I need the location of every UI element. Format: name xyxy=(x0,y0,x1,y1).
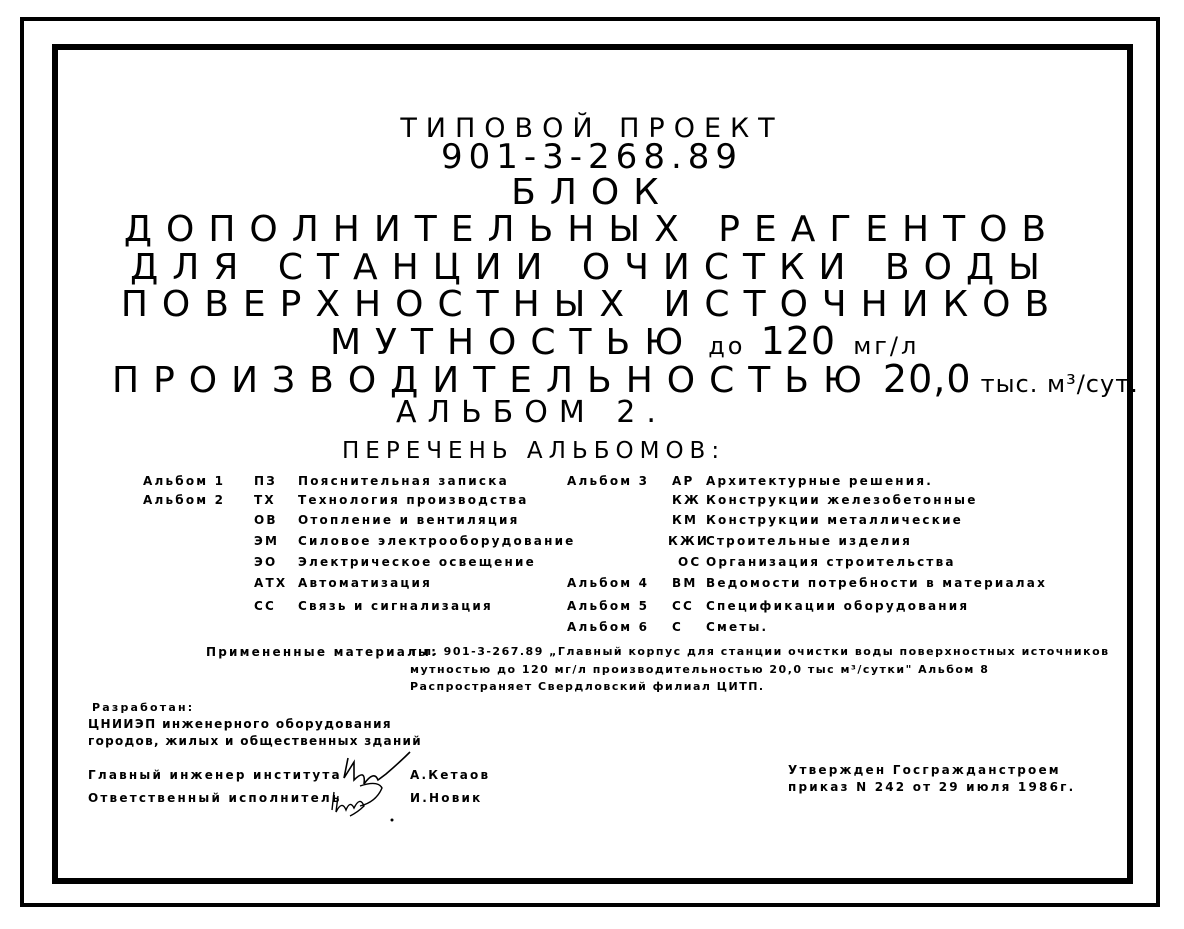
developer-org-1: ЦНИИЭП инженерного оборудования xyxy=(88,717,393,731)
handwritten-signature xyxy=(320,740,420,830)
title-line-turbidity xyxy=(330,319,920,363)
materials-line-3: Распространяет Свердловский филиал ЦИТП. xyxy=(410,680,765,693)
album-name: Сметы. xyxy=(706,620,769,634)
title-line-reagents: ДОПОЛНИТЕЛЬНЫХ РЕАГЕНТОВ xyxy=(123,209,1061,250)
album-name: Конструкции железобетонные xyxy=(706,493,978,507)
album-code: ВМ xyxy=(672,576,698,590)
title-line-sources: ПОВЕРХНОСТНЫХ ИСТОЧНИКОВ xyxy=(120,284,1064,325)
capacity-label: ПРОИЗВОДИТЕЛЬНОСТЬЮ xyxy=(112,360,876,401)
title-line-capacity xyxy=(112,357,1139,401)
approval-line-1: Утвержден Госгражданстроем xyxy=(788,763,1061,777)
album-label: Альбом 3 xyxy=(567,474,650,488)
chief-engineer-name: А.Кетаов xyxy=(410,768,491,782)
album-name: Ведомости потребности в материалах xyxy=(706,576,1048,590)
albums-list-header xyxy=(342,440,725,463)
capacity-value: 20,0 xyxy=(882,357,972,401)
chief-engineer-role: Главный инженер института xyxy=(88,768,342,782)
album-name: Спецификации оборудования xyxy=(706,599,970,613)
responsible-executor-role: Ответственный исполнитель xyxy=(88,791,342,805)
album-code: ОС xyxy=(678,555,702,569)
album-name: Пояснительная записка xyxy=(298,474,509,488)
approval-line-2: приказ N 242 от 29 июля 1986г. xyxy=(788,780,1076,794)
album-name: Автоматизация xyxy=(298,576,433,590)
turbidity-unit: мг/л xyxy=(853,332,920,360)
album-code: С xyxy=(672,620,684,634)
album-code: ЭО xyxy=(254,555,278,569)
album-name: Силовое электрооборудование xyxy=(298,534,576,548)
developer-org-2: городов, жилых и общественных зданий xyxy=(88,734,422,748)
title-line-station: ДЛЯ СТАНЦИИ ОЧИСТКИ ВОДЫ xyxy=(130,247,1054,288)
album-code: ЭМ xyxy=(254,534,280,548)
album-name: Организация строительства xyxy=(706,555,956,569)
album-name: Электрическое освещение xyxy=(298,555,536,569)
turbidity-up-to: до xyxy=(708,332,746,360)
album-label: Альбом 6 xyxy=(567,620,650,634)
materials-label: Примененные материалы: xyxy=(206,645,439,659)
album-code: КЖ xyxy=(672,493,701,507)
album-name: Архитектурные решения. xyxy=(706,474,934,488)
album-code: ОВ xyxy=(254,513,278,527)
album-code: АТХ xyxy=(254,576,288,590)
album-name: Строительные изделия xyxy=(706,534,913,548)
responsible-executor-name: И.Новик xyxy=(410,791,483,805)
album-number-title: АЛЬБОМ 2. xyxy=(396,395,667,430)
album-code: АР xyxy=(672,474,695,488)
album-code: СС xyxy=(672,599,695,613)
album-code: СС xyxy=(254,599,277,613)
materials-line-2: мутностью до 120 мг/л производительностью 20,0 тыс м³/сутки" Альбом 8 xyxy=(410,663,990,676)
album-name: Технология производства xyxy=(298,493,529,507)
capacity-unit: тыс. м³/сут. xyxy=(980,370,1139,398)
album-label: Альбом 4 xyxy=(567,576,650,590)
developer-label: Разработан: xyxy=(92,701,195,714)
album-label: Альбом 5 xyxy=(567,599,650,613)
turbidity-label: МУТНОСТЬЮ xyxy=(330,322,698,363)
title-line-typical-project: ТИПОВОЙ ПРОЕКТ xyxy=(400,113,784,144)
album-label: Альбом 2 xyxy=(143,493,226,507)
materials-line-1: т.п. 901-3-267.89 „Главный корпус для станции очистки воды поверхностных источников xyxy=(410,645,1110,658)
album-name: Отопление и вентиляция xyxy=(298,513,520,527)
turbidity-value: 120 xyxy=(760,319,837,363)
album-code: КЖИ xyxy=(668,534,710,548)
album-label: Альбом 1 xyxy=(143,474,226,488)
album-code: КМ xyxy=(672,513,699,527)
project-number: 901-3-268.89 xyxy=(440,137,744,177)
title-line-block: БЛОК xyxy=(511,172,673,213)
album-code: ПЗ xyxy=(254,474,277,488)
album-code: ТХ xyxy=(254,493,276,507)
albums-header-text: ПЕРЕЧЕНЬ АЛЬБОМОВ: xyxy=(342,438,726,464)
album-name: Связь и сигнализация xyxy=(298,599,493,613)
album-name: Конструкции металлические xyxy=(706,513,964,527)
